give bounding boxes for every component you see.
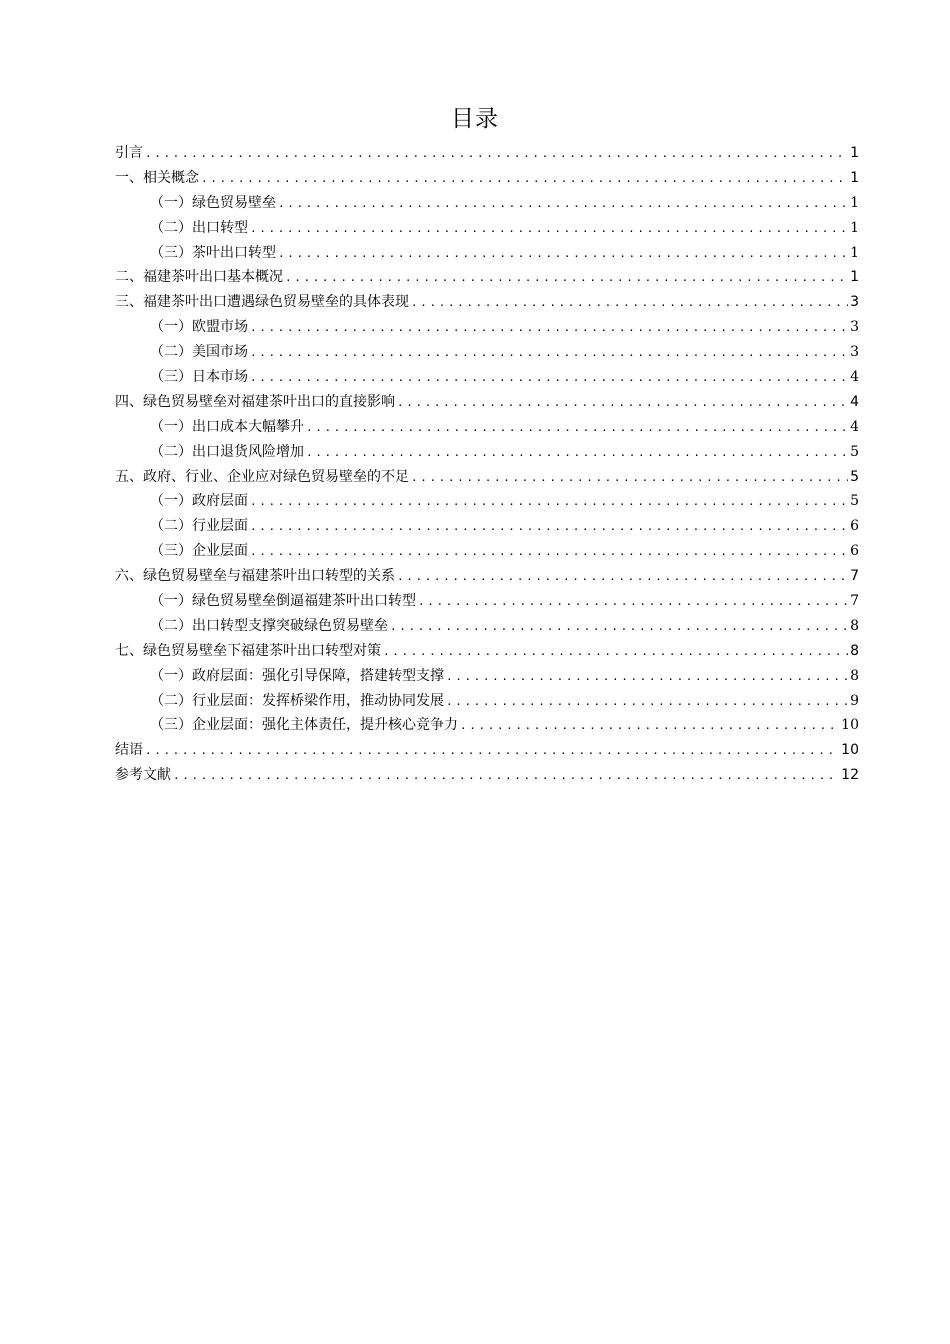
- toc-entry-label: （二）出口转型支撑突破绿色贸易壁垒: [150, 617, 388, 634]
- toc-page-number: 6: [850, 518, 859, 535]
- toc-dot-leader: [418, 590, 848, 614]
- toc-entry-label: （一）欧盟市场: [150, 319, 248, 336]
- toc-entry-label: （三）企业层面：强化主体责任，提升核心竞争力: [150, 717, 458, 734]
- toc-page-number: 5: [850, 443, 859, 460]
- toc-page-number: 3: [850, 319, 859, 336]
- toc-entry-label: 五、政府、行业、企业应对绿色贸易壁垒的不足: [115, 468, 409, 485]
- toc-dot-leader: [278, 192, 848, 216]
- toc-page-number: 8: [850, 642, 859, 659]
- toc-dot-leader: [250, 316, 848, 340]
- toc-entry-label: （二）出口转型: [150, 219, 248, 236]
- toc-entry-label: （一）出口成本大幅攀升: [150, 418, 304, 435]
- toc-page-number: 5: [850, 468, 859, 485]
- toc-dot-leader: [460, 714, 839, 738]
- table-of-contents: [115, 141, 859, 788]
- toc-entry-label: （二）美国市场: [150, 344, 248, 361]
- toc-entry-label: （三）企业层面: [150, 543, 248, 560]
- toc-page-number: 1: [850, 244, 859, 261]
- toc-entry-label: 二、福建茶叶出口基本概况: [115, 269, 283, 286]
- toc-dot-leader: [250, 490, 848, 514]
- toc-dot-leader: [250, 366, 848, 390]
- toc-dot-leader: [201, 167, 848, 191]
- toc-page-number: 6: [850, 543, 859, 560]
- toc-entry-label: （一）政府层面: [150, 493, 248, 510]
- toc-subsection-entry[interactable]: [115, 415, 859, 440]
- toc-subsection-entry[interactable]: [115, 713, 859, 738]
- toc-dot-leader: [145, 739, 839, 763]
- toc-page-number: 4: [850, 418, 859, 435]
- toc-subsection-entry[interactable]: [115, 664, 859, 689]
- toc-page-number: 1: [850, 194, 859, 211]
- toc-page-number: 10: [841, 742, 859, 759]
- toc-page-number: 1: [850, 145, 859, 161]
- toc-dot-leader: [285, 266, 848, 290]
- toc-page-number: 5: [850, 493, 859, 510]
- toc-subsection-entry[interactable]: [115, 340, 859, 365]
- toc-page-number: 3: [850, 294, 859, 311]
- toc-entry-label: （二）行业层面：发挥桥梁作用，推动协同发展: [150, 692, 444, 709]
- toc-page-number: 12: [841, 767, 859, 784]
- toc-dot-leader: [250, 341, 848, 365]
- toc-section-entry[interactable]: [115, 141, 859, 166]
- toc-subsection-entry[interactable]: [115, 539, 859, 564]
- toc-dot-leader: [383, 640, 848, 664]
- toc-dot-leader: [390, 615, 848, 639]
- toc-section-entry[interactable]: [115, 265, 859, 290]
- toc-section-entry[interactable]: [115, 763, 859, 788]
- toc-entry-label: （一）政府层面：强化引导保障，搭建转型支撑: [150, 667, 444, 684]
- toc-section-entry[interactable]: [115, 290, 859, 315]
- toc-page-number: 9: [850, 692, 859, 709]
- toc-section-entry[interactable]: [115, 564, 859, 589]
- toc-entry-label: （一）绿色贸易壁垒: [150, 194, 276, 211]
- toc-entry-label: 七、绿色贸易壁垒下福建茶叶出口转型对策: [115, 642, 381, 659]
- toc-entry-label: 三、福建茶叶出口遭遇绿色贸易壁垒的具体表现: [115, 294, 409, 311]
- toc-dot-leader: [411, 466, 848, 490]
- toc-subsection-entry[interactable]: [115, 191, 859, 216]
- toc-section-entry[interactable]: [115, 738, 859, 763]
- toc-dot-leader: [145, 142, 848, 166]
- toc-page-number: 4: [850, 393, 859, 410]
- toc-dot-leader: [306, 416, 848, 440]
- toc-entry-label: 四、绿色贸易壁垒对福建茶叶出口的直接影响: [115, 393, 395, 410]
- toc-entry-label: 一、相关概念: [115, 169, 199, 186]
- toc-page-number: 8: [850, 667, 859, 684]
- toc-entry-label: （一）绿色贸易壁垒倒逼福建茶叶出口转型: [150, 593, 416, 610]
- toc-subsection-entry[interactable]: [115, 216, 859, 241]
- toc-entry-label: 结语: [115, 742, 143, 759]
- toc-section-entry[interactable]: [115, 639, 859, 664]
- toc-page-number: 4: [850, 369, 859, 386]
- toc-subsection-entry[interactable]: [115, 689, 859, 714]
- toc-entry-label: （三）日本市场: [150, 369, 248, 386]
- toc-dot-leader: [411, 291, 848, 315]
- toc-entry-label: 引言: [115, 145, 143, 161]
- toc-subsection-entry[interactable]: [115, 241, 859, 266]
- toc-dot-leader: [173, 764, 839, 788]
- toc-subsection-entry[interactable]: [115, 589, 859, 614]
- toc-entry-label: 六、绿色贸易壁垒与福建茶叶出口转型的关系: [115, 568, 395, 585]
- toc-dot-leader: [250, 217, 848, 241]
- toc-section-entry[interactable]: [115, 390, 859, 415]
- toc-page-number: 8: [850, 617, 859, 634]
- toc-subsection-entry[interactable]: [115, 514, 859, 539]
- toc-dot-leader: [397, 391, 848, 415]
- toc-page-number: 1: [850, 169, 859, 186]
- toc-subsection-entry[interactable]: [115, 489, 859, 514]
- toc-subsection-entry[interactable]: [115, 440, 859, 465]
- toc-page-number: 1: [850, 269, 859, 286]
- toc-title: 目录: [451, 106, 499, 132]
- toc-page-number: 10: [841, 717, 859, 734]
- toc-subsection-entry[interactable]: [115, 614, 859, 639]
- toc-section-entry[interactable]: [115, 465, 859, 490]
- toc-entry-label: （三）茶叶出口转型: [150, 244, 276, 261]
- toc-page-number: 3: [850, 344, 859, 361]
- toc-dot-leader: [306, 441, 848, 465]
- toc-dot-leader: [446, 690, 848, 714]
- toc-dot-leader: [278, 242, 848, 266]
- toc-entry-label: 参考文献: [115, 767, 171, 784]
- toc-entry-label: （二）出口退货风险增加: [150, 443, 304, 460]
- toc-dot-leader: [250, 515, 848, 539]
- toc-dot-leader: [446, 665, 848, 689]
- toc-entry-label: （二）行业层面: [150, 518, 248, 535]
- toc-dot-leader: [397, 565, 848, 589]
- toc-dot-leader: [250, 540, 848, 564]
- toc-subsection-entry[interactable]: [115, 315, 859, 340]
- toc-subsection-entry[interactable]: [115, 365, 859, 390]
- toc-page-number: 7: [850, 593, 859, 610]
- toc-page-number: 7: [850, 568, 859, 585]
- toc-page-number: 1: [850, 219, 859, 236]
- toc-section-entry[interactable]: [115, 166, 859, 191]
